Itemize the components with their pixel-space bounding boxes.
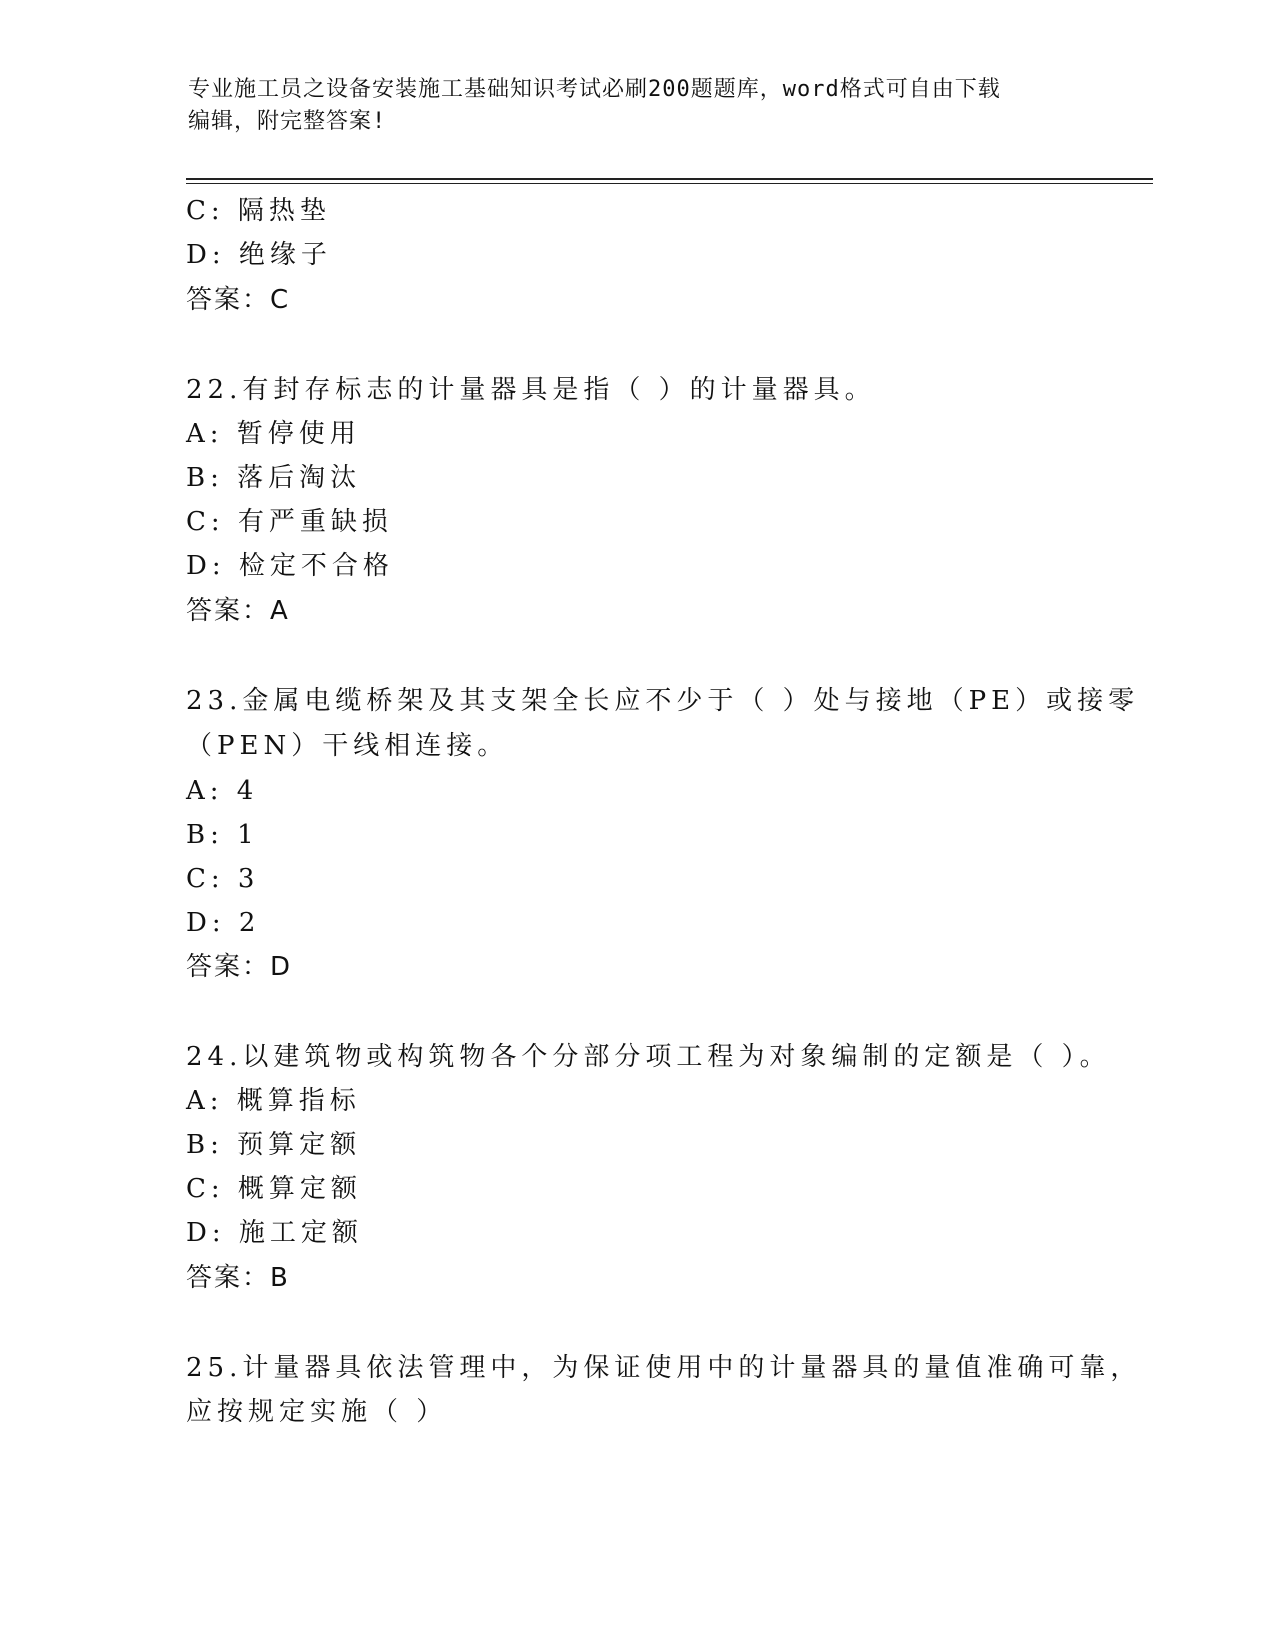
q23-question-line-2: （PEN）干线相连接。: [186, 731, 509, 761]
q24-answer: 答案：B: [186, 1263, 290, 1293]
q24-option-d: D: 施工定额: [186, 1218, 363, 1248]
q22-option-a: A: 暂停使用: [186, 419, 361, 449]
q22-option-c: C: 有严重缺损: [186, 507, 393, 537]
q23-option-b: B: 1: [186, 820, 259, 850]
header-divider-thick: [186, 178, 1153, 180]
q21-option-c: C: 隔热垫: [186, 196, 331, 226]
header-title-line-2: 编辑，附完整答案!: [188, 109, 387, 134]
q21-answer: 答案：C: [186, 285, 291, 315]
header-title-line-1: 专业施工员之设备安装施工基础知识考试必刷200题题库，word格式可自由下载: [188, 77, 1001, 102]
q24-question: 24.以建筑物或构筑物各个分部分项工程为对象编制的定额是（ ）。: [186, 1042, 1111, 1072]
document-header: [188, 74, 1088, 138]
q21-option-d: D: 绝缘子: [186, 240, 332, 270]
q24-option-a: A: 概算指标: [186, 1086, 361, 1116]
q25-question-line-1: 25.计量器具依法管理中，为保证使用中的计量器具的量值准确可靠，: [186, 1353, 1142, 1383]
q23-option-d: D: 2: [186, 908, 261, 938]
q24-option-c: C: 概算定额: [186, 1174, 362, 1204]
q23-option-a: A: 4: [186, 776, 259, 806]
q22-answer: 答案：A: [186, 596, 290, 626]
q22-question: 22.有封存标志的计量器具是指（ ）的计量器具。: [186, 375, 876, 405]
q22-option-d: D: 检定不合格: [186, 551, 394, 581]
q24-option-b: B: 预算定额: [186, 1130, 362, 1160]
header-divider-thin: [186, 183, 1153, 184]
q23-answer: 答案：D: [186, 952, 293, 982]
q23-question-line-1: 23.金属电缆桥架及其支架全长应不少于（ ）处与接地（PE）或接零: [186, 686, 1140, 716]
q25-question-line-2: 应按规定实施（ ）: [186, 1397, 448, 1427]
q23-option-c: C: 3: [186, 864, 260, 894]
q22-option-b: B: 落后淘汰: [186, 463, 362, 493]
